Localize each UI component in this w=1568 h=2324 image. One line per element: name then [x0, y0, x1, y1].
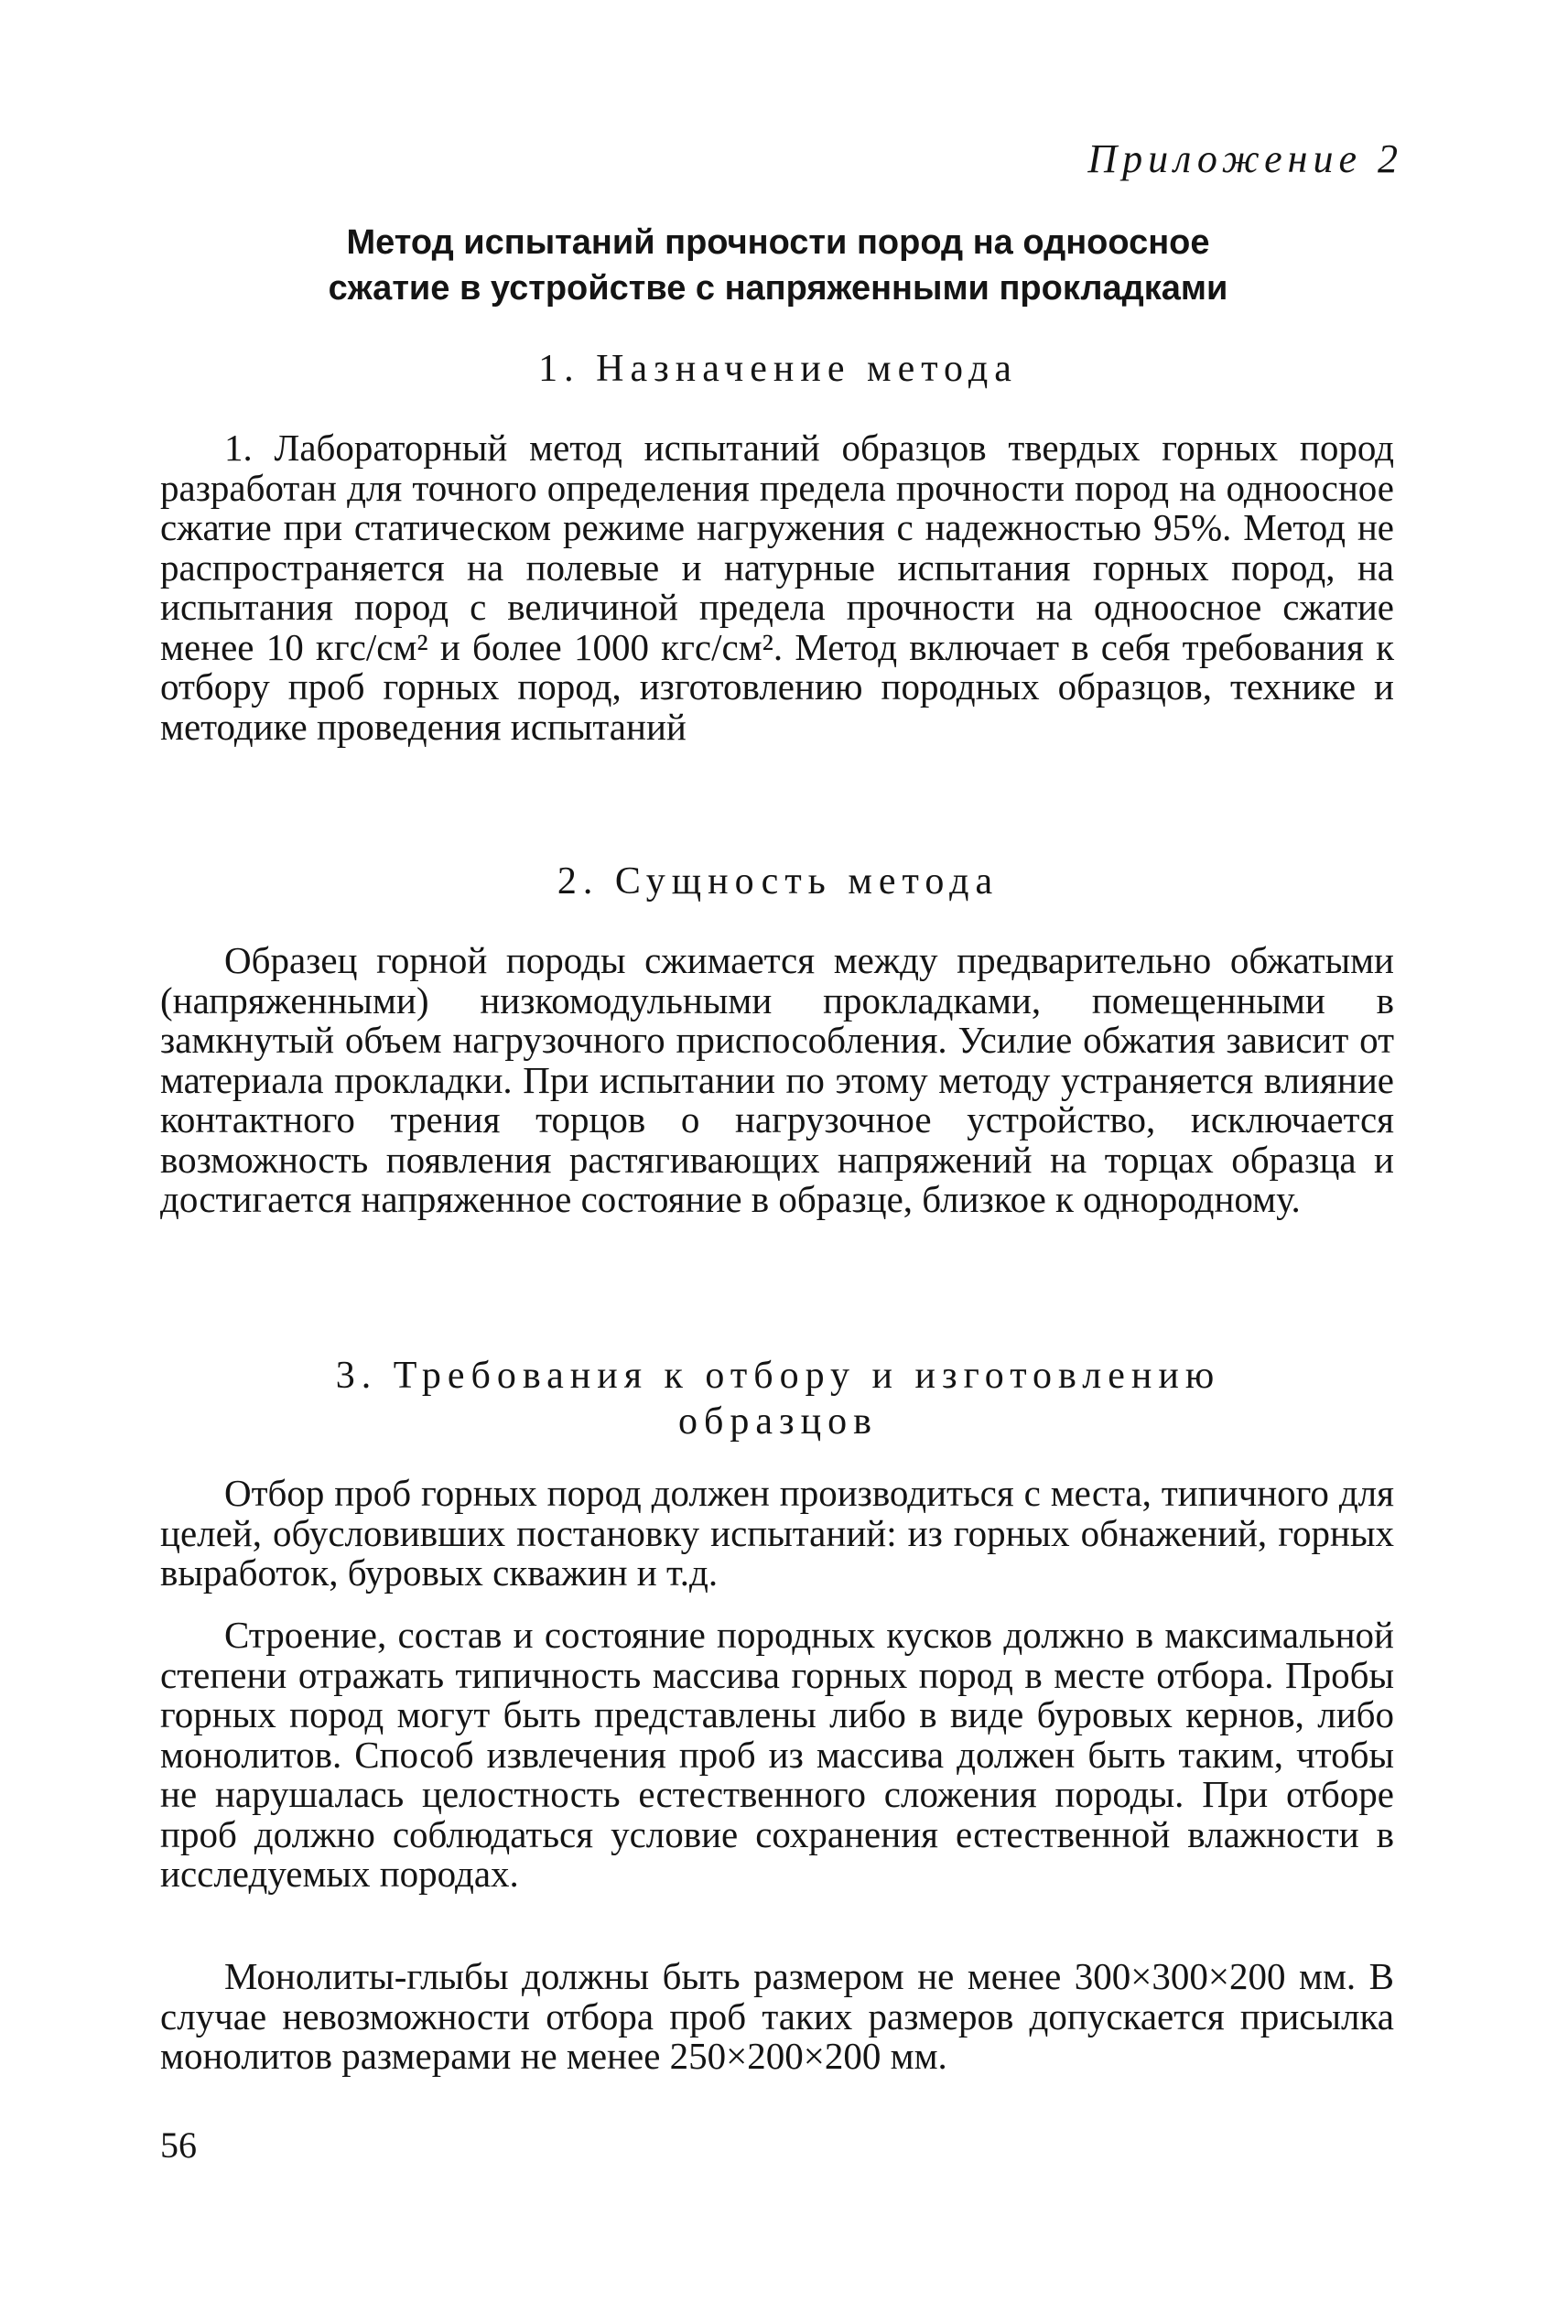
paragraph-purpose: 1. Лабораторный метод испытаний образцов твердых горных пород разработан для точного определения предела прочности пород на одноосное сжатие при статическом режиме нагружения с надежностью 95%. Метод не распространяется на полевые и натурные испытания горных пород, на испытания пород с величиной предела прочности на одноосное сжатие менее 10 кгс/см² и более 1000 кгс/см². Метод включает в себя требования к отбору проб горных пород, изготовлению породных образцов, технике и методике проведения испытаний — [160, 427, 1394, 748]
appendix-label: Приложение 2 — [1087, 136, 1403, 181]
paragraph-monolith-size: Монолиты-глыбы должны быть размером не менее 300×300×200 мм. В случае невозможности отбора проб таких размеров допускается присылка монолитов размерами не менее 250×200×200 мм. — [160, 1955, 1394, 2077]
section-heading-sampling-line-2: образцов — [678, 1400, 878, 1443]
document-title-line-2: сжатие в устройстве с напряженными прокладками — [328, 269, 1228, 308]
section-heading-essence: 2. Сущность метода — [557, 860, 1000, 903]
document-title-line-1: Метод испытаний прочности пород на одноосное — [346, 223, 1210, 262]
page-number: 56 — [160, 2124, 197, 2166]
section-heading-sampling-line-1: 3. Требования к отбору и изготовлению — [335, 1355, 1221, 1397]
paragraph-essence: Образец горной породы сжимается между предварительно обжатыми (напряженными) низкомодульными прокладками, помещенными в замкнутый объем нагрузочного приспособления. Усилие обжатия зависит от материала прокладки. При испытании по этому методу устраняется влияние контактного трения торцов о нагрузочное устройство, исключается возможность появления растягивающих напряжений на торцах образца и достигается напряженное состояние в образце, близкое к однородному. — [160, 939, 1394, 1220]
paragraph-sampling-location: Отбор проб горных пород должен производиться с места, типичного для целей, обусловивших постановку испытаний: из горных обнажений, горных выработок, буровых скважин и т.д. — [160, 1472, 1394, 1594]
section-heading-sampling — [183, 1353, 1373, 1444]
document-title — [183, 220, 1373, 311]
section-heading-purpose: 1. Назначение метода — [538, 348, 1018, 390]
paragraph-sample-structure: Строение, состав и состояние породных кусков должно в максимальной степени отражать типичность массива горных пород в месте отбора. Пробы горных пород могут быть представлены либо в виде буровых кернов, либо монолитов. Способ извлечения проб из массива должен быть таким, чтобы не нарушалась целостность естественного сложения породы. При отборе проб должно соблюдаться условие сохранения естественной влажности в исследуемых породах. — [160, 1614, 1394, 1895]
